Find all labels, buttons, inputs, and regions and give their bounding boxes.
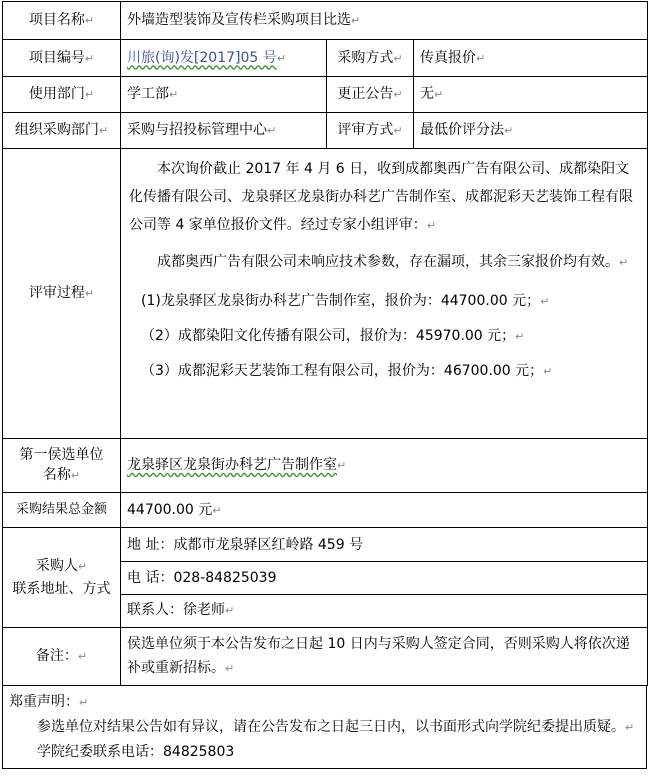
declaration-box <box>2 686 647 769</box>
contact-person: 联系人：徐老师↵ <box>127 602 235 618</box>
contact-inner-table <box>121 529 647 627</box>
review-process-label: 评审过程↵ <box>3 149 121 439</box>
project-name-label: 项目名称↵ <box>3 2 121 40</box>
first-candidate-label: 第一侯选单位 名称↵ <box>3 439 121 493</box>
row-contact <box>3 528 648 628</box>
announcement-table <box>2 1 648 686</box>
correction-value: 无↵ <box>414 77 648 113</box>
purchase-method-label: 采购方式↵ <box>327 40 414 77</box>
review-paragraph-2: 成都奥西广告有限公司未响应技术参数，存在漏项，其余三家报价均有效。↵ <box>157 254 629 270</box>
review-item-2: （2）成都染阳文化传播有限公司，报价为：45970.00 元；↵ <box>141 328 525 344</box>
project-name-value: 外墙造型装饰及宣传栏采购项目比选↵ <box>121 2 648 40</box>
contact-phone: 电 话：028-84825039 <box>121 561 647 594</box>
review-method-label: 评审方式↵ <box>327 113 414 149</box>
review-item-3: （3）成都泥彩天艺装饰工程有限公司，报价为：46700.00 元；↵ <box>141 363 553 379</box>
review-method-value: 最低价评分法↵ <box>414 113 648 149</box>
contact-details <box>121 528 648 628</box>
total-value: 44700.00 元↵ <box>121 493 648 528</box>
first-candidate-value: 龙泉驿区龙泉街办科艺广告制作室↵ <box>121 439 648 493</box>
row-review <box>3 149 648 439</box>
org-dept-label: 组织采购部门↵ <box>3 113 121 149</box>
contact-label: 采购人↵ 联系地址、方式 <box>3 528 121 628</box>
project-no-value: 川旅(询)发[2017]05 号↵ <box>121 40 327 77</box>
review-item-1: (1)龙泉驿区龙泉街办科艺广告制作室，报价为：44700.00 元；↵ <box>141 293 550 309</box>
purchase-method-value: 传真报价↵ <box>414 40 648 77</box>
remark-label: 备注：↵ <box>3 628 121 686</box>
declaration-title: 郑重声明：↵ <box>9 694 89 710</box>
remark-value: 侯选单位须于本公告发布之日起 10 日内与采购人签定合同，否则采购人将依次递补或重新招标。↵ <box>121 628 648 686</box>
project-no-label: 项目编号↵ <box>3 40 121 77</box>
row-first-candidate <box>3 439 648 493</box>
declaration-body: 参选单位对结果公告如有异议，请在公告发布之日起三日内，以书面形式向学院纪委提出质疑。↵ <box>37 719 635 735</box>
correction-label: 更正公告↵ <box>327 77 414 113</box>
review-paragraph-1: 本次询价截止 2017 年 4 月 6 日，收到成都奥西广告有限公司、成都染阳文化传播有限公司、龙泉驿区龙泉街办科艺广告制作室、成都泥彩天艺装饰工程有限公司等 4 家单位报价文件。经过专家小组评审：↵ <box>129 161 633 233</box>
contact-address: 地 址：成都市龙泉驿区红岭路 459 号 <box>121 529 647 562</box>
row-total <box>3 493 648 528</box>
org-dept-value: 采购与招投标管理中心↵ <box>121 113 327 149</box>
row-remark <box>3 628 648 686</box>
row-project-name <box>3 2 648 40</box>
declaration-phone: 学院纪委联系电话：84825803 <box>37 744 235 760</box>
dept-value: 学工部↵ <box>121 77 327 113</box>
row-project-no <box>3 40 648 77</box>
dept-label: 使用部门↵ <box>3 77 121 113</box>
row-org-dept <box>3 113 648 149</box>
total-label: 采购结果总金额 <box>3 493 121 528</box>
row-dept <box>3 77 648 113</box>
review-process-content <box>121 149 648 439</box>
announcement-document <box>2 1 647 769</box>
